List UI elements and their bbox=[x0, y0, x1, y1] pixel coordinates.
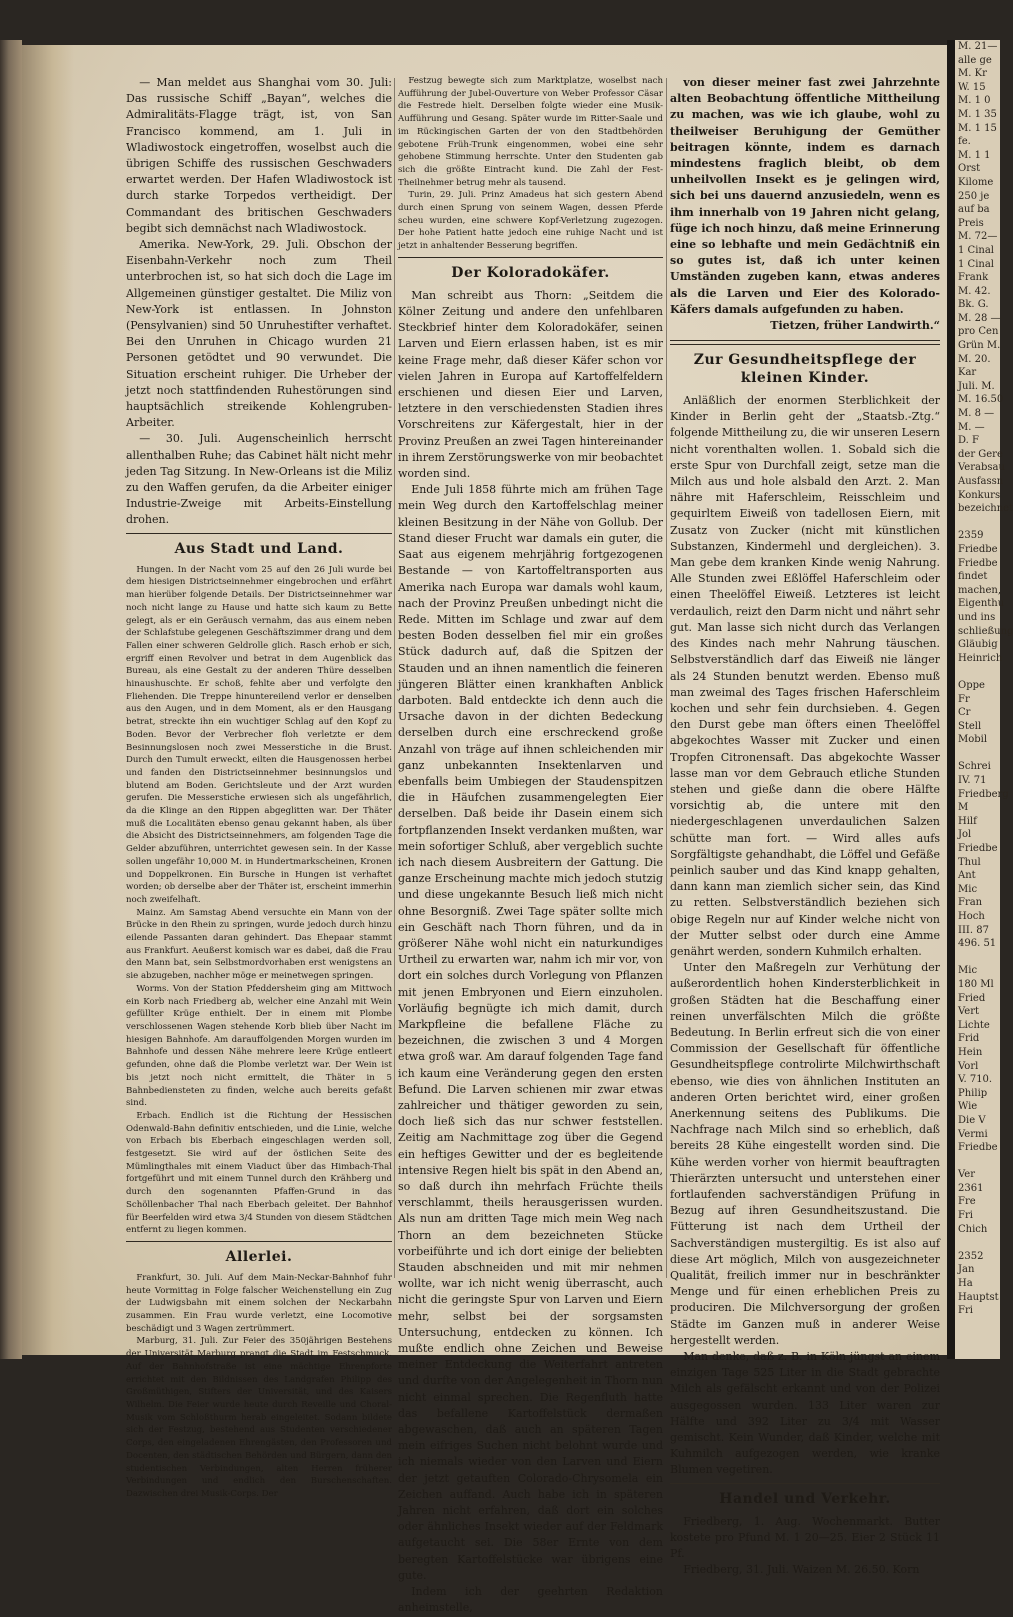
column-2 bbox=[398, 75, 663, 1617]
adjacent-page-line: Ver bbox=[958, 1169, 976, 1181]
adjacent-page-line: 1 Cinal bbox=[958, 258, 994, 270]
article-amerika: Amerika. New-York, 29. Juli. Obschon der Eisenbahn-Verkehr noch zum Theil unterbrochen ist, so hat sich doch die Lage im Allgemeinen günstiger gestaltet. Die Miliz von New-York ist entlassen. In Johnston (Pensylvanien) sind 50 Unruhestifter verhaftet. Bei den Unruhen in Chicago wurden 21 Personen getödtet und 90 verwundet. Die Situation erscheint ruhiger. Die Urheber der jetzt noch stattfindenden Ruhestörungen sind hauptsächlich streikende Kohlengruben-Arbeiter. bbox=[126, 238, 392, 430]
adjacent-page-line: Preis bbox=[958, 217, 984, 229]
adjacent-page-line: auf ba bbox=[958, 204, 990, 216]
adjacent-page-line bbox=[955, 665, 1000, 679]
adjacent-page-line: Frid bbox=[958, 1033, 980, 1045]
adjacent-page-line: Gläubig bbox=[958, 639, 998, 651]
adjacent-page-line: Mic bbox=[958, 883, 978, 895]
adjacent-page-line: M. 20. bbox=[958, 353, 991, 365]
adjacent-page-line: M. 1 1 bbox=[958, 149, 991, 161]
adjacent-page-line: Lichte bbox=[958, 1019, 990, 1031]
adjacent-page-line: IV. 71 bbox=[958, 775, 987, 787]
adjacent-page-line: bezeichnet bbox=[958, 503, 1013, 515]
adjacent-page-line: Ant bbox=[958, 870, 976, 882]
adjacent-page-line: Grün M. bbox=[958, 340, 1001, 352]
adjacent-page-line: M. 1 0 bbox=[958, 95, 991, 107]
adjacent-page-line: M. 21— bbox=[958, 41, 998, 52]
section-heading-stadt-und-land: Aus Stadt und Land. bbox=[174, 540, 344, 557]
adjacent-page-line: M. 1 35 bbox=[958, 108, 997, 120]
market-report-friedberg-1: Friedberg, 1. Aug. Wochenmarkt. Butter kostete pro Pfund M. 1 20—25. Eier 2 Stück 11 Pf. bbox=[670, 1514, 940, 1561]
adjacent-page-line: W. 15 bbox=[958, 81, 986, 93]
adjacent-page-line: machen, bbox=[958, 584, 1002, 596]
adjacent-page-line: 2361 bbox=[958, 1182, 984, 1194]
adjacent-page-fragment bbox=[955, 40, 1013, 1359]
article-frankfurt: Frankfurt, 30. Juli. Auf dem Main-Neckar-Bahnhof fuhr heute Vormittag in Folge falscher Weichenstellung ein Zug der Ludwigsbahn mit einem solchen der Neckarbahn zusammen. Ein Frau wurde verletzt, eine Locomotive beschädigt und 3 Wagen zertrümmert. bbox=[126, 1272, 392, 1334]
adjacent-page-line: M. 72— bbox=[958, 231, 998, 243]
adjacent-page-line: schließung bbox=[958, 625, 1013, 637]
adjacent-page-line: und ins bbox=[958, 611, 996, 623]
article-kaefer-para-3: Indem ich der geehrten Redaktion anheimstelle, bbox=[398, 1585, 663, 1615]
column-3 bbox=[670, 75, 940, 1578]
article-signature: Tietzen, früher Landwirth.“ bbox=[770, 319, 940, 333]
adjacent-page-line: Hein bbox=[958, 1046, 983, 1058]
adjacent-page-line: Fri bbox=[958, 1305, 973, 1317]
article-gesundheit-para-2: Unter den Maßregeln zur Verhütung der außerordentlich hohen Kindersterblichkeit in großen Städten hat die Beschaffung einer reinen unverfälschten Milch die größte Bedeutung. In Berlin erfreut sich die von einer Commission der Gesellschaft für öffentliche Gesundheitspflege controlirte Milchwirthschaft ebenso, wie dies von ähnlichen Instituten an anderen Orten berichtet wird, einer großen Anerkennung seitens des Publikums. Die Nachfrage nach Milch sind so erheblich, daß bereits 28 Kühe eingestellt worden sind. Die Kühe werden vorher von hiermit beauftragten Thierärzten untersucht und unterstehen einer fortlaufenden sachverständigen Prüfung in Bezug auf ihren Gesundheitszustand. Die Fütterung ist nach dem Urtheil der Sachverständigen mustergiltig. Es ist also auf diese Art möglich, Milch von ausgezeichneter Qualität, freilich immer nur in beschränkter Menge und für einen erheblichen Preis zu produciren. Die Milchversorgung der großen Städte im Ganzen muß in anderer Weise hergestellt werden. bbox=[670, 961, 940, 1347]
adjacent-page-line: Oppe bbox=[958, 679, 985, 691]
section-divider bbox=[398, 257, 663, 258]
adjacent-page-line: M. 16.50 bbox=[958, 394, 1004, 406]
adjacent-page-line: Stell bbox=[958, 720, 982, 732]
article-kaefer-para-2: Ende Juli 1858 führte mich am frühen Tage mein Weg durch den Kartoffelschlag meiner kleinen Besitzung in der Nähe von Gollub. Der Stand dieser Frucht war damals ein guter, die Saat aus eigenem mehrjährig fortgezogenen Bestande — von Kartoffeltransporten aus Amerika nach Europa war damals wohl kaum, nach der Provinz Preußen unbedingt nicht die Rede. Mitten im Schlage und zwar auf dem besten Boden desselben fiel mir ein großes Stück dadurch auf, daß die Spitzen der Stauden und an ihnen namentlich die feineren jüngeren Blätter einen krankhaften Anblick darboten. Bald entdeckte ich denn auch die Ursache davon in der dichten Bedeckung derselben durch eine erschreckend große Anzahl von träge auf ihnen schleichenden mir ganz unbekannten Insektenlarven und ebenfalls beim Umbiegen der Staudenspitzen die in Häufchen zusammengelegten Eier derselben. Daß beide ihr Dasein einem sich fortpflanzenden Insekt verdanken mußten, war mein sofortiger Schluß, aber vergeblich suchte ich nach diesem Ausbreitern der Gattung. Die ganze Erscheinung machte mich jedoch stutzig und diese ungekannte Besuch ließ mich nicht ohne Besorgniß. Zwei Tage später sollte mich ein Geschäft nach Thorn führen, und da in größerer Nähe wohl nicht ein naturkundiges Urtheil zu erwarten war, nahm ich mir vor, von dort ein solches durch Vorlegung von Pflanzen mit jenen Embryonen und Eiern einzuholen. Vorläufig begnügte ich mich damit, durch Markpfleine die befallene Fläche zu bezeichnen, die zwischen 3 und 4 Morgen etwa groß war. Am darauf folgenden Tage fand ich kaum eine Veränderung gegen den ersten Befund. Die Larven schienen mir zwar etwas zahlreicher und thätiger geworden zu sein, doch ließ sich das nur schwer feststellen. Zeitig am Nachmittage zog über die Gegend ein heftiges Gewitter und der es begleitende intensive Regen hielt bis spät in den Abend an, so daß durch ihn mehrfach Früchte theils verschlammt, theils herausgerissen wurden. Als nun am dritten Tage mich mein Weg nach Thorn an dem bezeichneten Stücke vorbeiführte und ich dort einige der beliebten Stauden abschneiden und mit mir nehmen wollte, war ich nicht wenig überrascht, auch nicht die geringste Spur von Larven und Eiern mehr, selbst bei der sorgsamsten Untersuchung, entdecken zu können. Ich mußte endlich ohne Zeichen und Beweise meiner Entdeckung die Weiterfahrt antreten und durfte von der Angelegenheit in Thorn nun nicht einmal sprechen. Die Regenfluth hatte das befallene Kartoffelstück dermaßen abgewaschen, daß auch an späteren Tagen mein eifriges Suchen nicht belohnt wurde und ich niemals wieder von den Larven und Eiern der jetzt getauften Colorado-Chrysomela ein Zeichen auffand. Auch habe ich in späteren Jahren nicht erfahren, daß dort ein solches oder ähnliches Insekt wieder auf der Feldmark aufgetaucht sei. Die 58er Ernte von dem beregten Kartoffelstücke war übrigens eine gute. bbox=[398, 483, 663, 1582]
adjacent-page-line: Kar bbox=[958, 367, 977, 379]
article-gesundheit-para-3: Man denke, daß z. B. in Köln jüngst an einem einzigen Tage 525 Liter in die Stadt gebrachte Milch als gefälscht erkannt und von der Polizei ausgegossen wurden. 133 Liter waren zur Hälfte und 392 Liter zu 3/4 mit Wasser gemischt. Kein Wunder, daß Kinder, welche mit Kuhmilch aufgezogen werden, wie kranke Blumen vegetiren. bbox=[670, 1350, 940, 1477]
adjacent-page-line: Cr bbox=[958, 707, 971, 719]
adjacent-page-line: M bbox=[958, 802, 969, 814]
adjacent-page-line bbox=[955, 951, 1000, 965]
adjacent-page-line: Jan bbox=[958, 1264, 975, 1276]
article-mainz: Mainz. Am Samstag Abend versuchte ein Mann von der Brücke in den Rhein zu springen, wurde jedoch durch hinzu eilende Passanten daran gehindert. Das Ehepaar stammt aus Frankfurt. Aeußerst komisch war es dabei, daß die Frau den Mann bat, sein Selbstmordvorhaben erst wenigstens an sie abzugeben, nachher möge er meinetwegen springen. bbox=[126, 907, 392, 982]
adjacent-page-line: findet bbox=[958, 571, 988, 583]
adjacent-page-line: Vert bbox=[958, 1006, 980, 1018]
adjacent-page-line: D. F bbox=[958, 435, 979, 447]
adjacent-page-line: M. Kr bbox=[958, 68, 987, 80]
adjacent-page-line: 250 je bbox=[958, 190, 990, 202]
section-heading-handel-und-verkehr: Handel und Verkehr. bbox=[719, 1490, 891, 1507]
section-heading-koloradokaefer: Der Koloradokäfer. bbox=[451, 264, 610, 281]
adjacent-page-line: 2352 bbox=[958, 1250, 984, 1262]
section-heading-allerlei: Allerlei. bbox=[225, 1248, 293, 1265]
adjacent-page-line: Bk. G. bbox=[958, 299, 989, 311]
page-gutter bbox=[947, 40, 955, 1359]
adjacent-page-line: alle ge bbox=[958, 54, 992, 66]
adjacent-page-line: Friedbe bbox=[958, 843, 998, 855]
adjacent-page-line bbox=[955, 1236, 1000, 1250]
article-shanghai: — Man meldet aus Shanghai vom 30. Juli: Das russische Schiff „Bayan“, welches die Admiralitäts-Flagge trägt, ist, von San Francisco kommend, am 1. Juli in Wladiwostock eingetroffen, woselbst auch die übrigen Schiffe des russischen Geschwaders erwartet werden. Der Hafen Wladiwostock ist durch starke Torpedos vertheidigt. Der Commandant des britischen Geschwaders begibt sich demnächst nach Wladiwostock. bbox=[126, 76, 392, 235]
book-spine bbox=[0, 40, 22, 1359]
adjacent-page-line: Schrei bbox=[958, 761, 991, 773]
article-kaefer-para-4: von dieser meiner fast zwei Jahrzehnte alten Beobachtung öffentliche Mittheilung zu machen, was wie ich glaube, wohl zu theilweiser Beruhigung der Gemüther beitragen könnte, indem es darnach mindestens fraglich bleibt, ob dem unheilvollen Insekt es je gelingen wird, sich bei uns dauernd anzusiedeln, wenn es ihm innerhalb von 19 Jahren nicht gelang, füge ich noch hinzu, daß meine Erinnerung eine so lebhafte und mein Gedächtniß ein so gutes ist, daß ich unter keinen Umständen zugeben kann, etwas anderes als die Larven und Eier des Kolorado-Käfers damals aufgefunden zu haben. bbox=[670, 76, 940, 316]
column-1 bbox=[126, 75, 392, 1501]
adjacent-page-line: Chich bbox=[958, 1223, 988, 1235]
section-divider bbox=[126, 1241, 392, 1242]
article-kaefer-para-1: Man schreibt aus Thorn: „Seitdem die Kölner Zeitung und andere den unfehlbaren Steckbrief hinter dem Koloradokäfer, seinen Larven und Eiern erlassen haben, ist es mir keine Frage mehr, daß dieser Käfer schon vor vielen Jahren in Europa auf Kartoffelfeldern erschienen und diesen Eier und Larven, letztere in den verschiedensten Stadien ihres Vorschreitens zur Käfergestalt, hier in der Provinz Preußen an zwei Tagen hintereinander in ihrem Zerstörungswerke von mir beobachtet worden sind. bbox=[398, 288, 663, 481]
market-report-friedberg-2: Friedberg, 31. Juli. Waizen M. 26.50. Korn bbox=[683, 1563, 920, 1577]
adjacent-page-line: M. — bbox=[958, 421, 985, 433]
adjacent-page-line: Fr bbox=[958, 693, 970, 705]
adjacent-page-line: Hoch bbox=[958, 911, 985, 922]
adjacent-page-line bbox=[955, 516, 1000, 530]
adjacent-page-line: Kilome bbox=[958, 176, 994, 188]
adjacent-page-line: Friedbe bbox=[958, 543, 998, 555]
article-hungen: Hungen. In der Nacht vom 25 auf den 26 Juli wurde bei dem hiesigen Districtseinnehmer eingebrochen und erfährt man hierüber folgende Details. Der Districtseinnehmer war noch nicht lange zu Hause und hatte sich kaum zu Bette gelegt, als er ein Geräusch vernahm, das aus einem neben der Schlafstube gelegenen Geschäftszimmer drang und dem Fallen einer schweren Geldrolle glich. Rasch erhob er sich, ergriff einen Revolver und betrat in dem Augenblick das Bureau, als eine Gestalt zu der anderen Thüre desselben hinaushuschte. Er schoß, fehlte aber und verfolgte den Fliehenden. Die Treppe hinuntereilend verlor er denselben aus den Augen, und in dem Moment, als er den Hausgang betrat, streckte ihn ein wuchtiger Schlag auf den Kopf zu Boden. Bevor der Verbrecher floh verletzte er dem Besinnungslosen noch zwei Messerstiche in die Brust. Durch den Tumult erweckt, eilten die Hausgenossen herbei und fanden den Districtseinnehmer besinnungslos und blutend am Boden. Gerichtsleute und der Arzt wurden gerufen. Die Messerstiche erwiesen sich als ungefährlich, da die Klinge an den Rippen abgeglitten war. Der Thäter muß die Localitäten ebenso genau gekannt haben, als über die Absicht des Districtseinnehmers, am folgenden Tage die Gelder abzuführen, unterrichtet gewesen sein. In der Kasse sollen ungefähr 10,000 M. in Hundertmarkscheinen, Kronen und Doppelkronen. Ein Bursche in Hungen ist verhaftet worden; ob derselbe aber der Thäter ist, erscheint immerhin noch zweifelhaft. bbox=[126, 564, 392, 905]
adjacent-page-line: M. 1 15 bbox=[958, 122, 997, 134]
page-binding-edge bbox=[22, 45, 74, 1355]
section-divider bbox=[126, 533, 392, 534]
adjacent-page-line: M. 8 — bbox=[958, 408, 995, 420]
adjacent-page-line: pro Cen bbox=[958, 326, 999, 338]
adjacent-page-line: 2359 bbox=[958, 530, 984, 542]
adjacent-page-line: Fran bbox=[958, 897, 983, 909]
adjacent-page-line: Verabsau bbox=[958, 462, 1005, 474]
adjacent-page-line: Hilf bbox=[958, 815, 977, 827]
adjacent-page-line: 1 Cinal bbox=[958, 244, 994, 256]
adjacent-page-line: V. 710. bbox=[958, 1074, 993, 1086]
adjacent-page-line: Eigenthu bbox=[958, 598, 1005, 610]
adjacent-page-line bbox=[955, 1155, 1000, 1169]
adjacent-page-line: 180 Ml bbox=[958, 978, 994, 990]
column-rule-2 bbox=[666, 78, 667, 1278]
adjacent-page-line: Fri bbox=[958, 1210, 973, 1222]
adjacent-page-line: III. 87 bbox=[958, 924, 989, 936]
article-gesundheit-para-1: Anläßlich der enormen Sterblichkeit der Kinder in Berlin geht der „Staatsb.-Ztg.“ folgende Mittheilung zu, die wir unseren Lesern nicht vorenthalten wollen. 1. Sobald sich die erste Spur von Durchfall zeigt, setze man die Milch aus und hole alsbald den Arzt. 2. Man nähre mit Haferschleim, Reisschleim und gequirltem Eiweiß von tadellosen Eiern, mit Zusatz von Zucker (nicht mit künstlichen Substanzen, Kindermehl und dergleichen). 3. Man gebe dem kranken Kinde wenig Nahrung. Alle Stunden zwei Eßlöffel Haferschleim oder einen Theelöffel Eiweiß. Letzteres ist leicht verdaulich, reizt den Darm nicht und nährt sehr gut. Man lasse sich nicht durch das Verlangen des Kindes nach mehr Nahrung täuschen. Selbstverständlich darf das Eiweiß nie länger als 24 Stunden benutzt werden. Ebenso muß man zweimal des Tages frischen Haferschleim kochen und sehr fein durchsieben. 4. Gegen den Durst gebe man öfters einen Theelöffel abgekochtes Wasser mit Zucker und einen Tropfen Citronensaft. Das abgekochte Wasser lasse man vor dem Gebrauch etliche Stunden stehen und gieße dann die obere Hälfte vorsichtig ab, die untere mit den niedergeschlagenen unverdaulichen Salzen schütte man fort. — Wird alles aufs Sorgfältigste gehandhabt, die Löffel und Gefäße peinlich sauber und das Kind knapp gehalten, dann kann man ziemlich sicher sein, das Kind zu retten. Selbstverständlich beziehen sich obige Regeln nur auf Kinder welche nicht von der Mutter selbst oder durch eine Amme genährt werden, sondern Kuhmilch erhalten. bbox=[670, 394, 940, 958]
adjacent-page-line: Frank bbox=[958, 272, 989, 284]
adjacent-page-line: Wie bbox=[958, 1101, 978, 1113]
adjacent-page-line: Ha bbox=[958, 1278, 973, 1290]
adjacent-page-line: M. 42. bbox=[958, 285, 991, 297]
adjacent-page-line: Fre bbox=[958, 1196, 976, 1208]
adjacent-page-line: Mic bbox=[958, 965, 978, 977]
adjacent-page-line: 496. 51 bbox=[958, 938, 997, 950]
adjacent-page-line: Jol bbox=[958, 829, 972, 841]
article-turin: Turin, 29. Juli. Prinz Amadeus hat sich gestern Abend durch einen Sprung von seinem Wagen, dessen Pferde scheu wurden, eine schwere Kopf-Verletzung zugezogen. Der hohe Patient hatte jedoch eine ruhige Nacht und ist jetzt in anhaltender Besserung begriffen. bbox=[398, 190, 663, 252]
adjacent-page-line bbox=[955, 747, 1000, 761]
adjacent-page-line: Ausfassn bbox=[958, 476, 1004, 487]
article-amerika-30juli: — 30. Juli. Augenscheinlich herrscht allenthalben Ruhe; das Cabinet hält nicht mehr jeden Tag Sitzung. In New-Orleans ist die Miliz zu den Waffen gerufen, da die Arbeiter einiger Industrie-Zweige mit Arbeits-Einstellung drohen. bbox=[126, 432, 392, 527]
section-divider bbox=[670, 1483, 940, 1484]
adjacent-page-line: Friedbe bbox=[958, 1142, 998, 1154]
adjacent-page-line: Fried bbox=[958, 992, 986, 1004]
adjacent-page-line: Thul bbox=[958, 856, 981, 868]
article-marburg: Marburg, 31. Juli. Zur Feier des 350jährigen Bestehens der Universität Marburg prangt die Stadt im Festschmuck. Auf der Bahnhofstraße ist eine mächtige Ehrenpforte errichtet mit den Bildnissen des Landgrafen Philipp des Großmüthigen, Stifters der Universität, und des Kaisers Wilhelm. Die Feier wurde heute durch Reveille und Choral-Musik vom Schloßthurm herab eingeleitet. Sodann bildete sich der Festzug, bestehend aus Studenten verschiedener Corps, den eingeladenen Ehrengästen, den Professoren und Docenten, den städtischen Behörden und Bürgern, dann den studentischen Verbindungen, alten Herren früherer Verbindungen und endlich den Burschenschaften. Dazwischen drei Musik-Corps. Der bbox=[126, 1336, 392, 1499]
adjacent-page-line: Vermi bbox=[958, 1128, 988, 1140]
adjacent-page-line: Heinrich bbox=[958, 652, 1003, 664]
article-erbach: Erbach. Endlich ist die Richtung der Hessischen Odenwald-Bahn definitiv entschieden, und die Linie, welche von Erbach bis Eberbach eingeschlagen werden soll, festgesetzt. Sie wird auf der östlichen Seite des Mümlingthales mit einem Viaduct über das Himbach-Thal fortgeführt und mit einem Tunnel durch den Krähberg und durch den sogenannten Pfaffen-Grund in das Schöllenbacher Thal nach Eberbach geleitet. Der Bahnhof für Beerfelden wird etwa 3/4 Stunden von diesem Städtchen entfernt zu liegen kommen. bbox=[126, 1110, 392, 1236]
adjacent-page-line: Juli. M. bbox=[958, 380, 995, 392]
adjacent-page-line: Friedbe bbox=[958, 557, 998, 569]
adjacent-page-line: Die V bbox=[958, 1114, 986, 1126]
adjacent-page-line: Konkurs bbox=[958, 489, 1001, 501]
adjacent-page-line: fe. bbox=[958, 136, 971, 148]
article-marburg-continued: Festzug bewegte sich zum Marktplatze, woselbst nach Aufführung der Jubel-Ouverture von Weber Professor Cäsar die Festrede hielt. Derselben folgte wieder eine Musik-Aufführung und Gesang. Später wurde im Ritter-Saale und im Rückingischen Garten der von den Stadtbehörden gebotene Früh-Trunk eingenommen, wobei eine sehr gehobene Stimmung herrschte. Unter den Studenten gab sich die größte Eintracht kund. Die Zahl der Fest-Theilnehmer betrug mehr als tausend. bbox=[398, 76, 663, 188]
adjacent-page-line: Philip bbox=[958, 1087, 988, 1099]
adjacent-page-line: der Gere bbox=[958, 448, 1003, 460]
adjacent-page-line: M. 28 — bbox=[958, 312, 1001, 324]
adjacent-page-line: Hauptst bbox=[958, 1291, 999, 1303]
adjacent-page-line: Vorl bbox=[958, 1060, 979, 1072]
adjacent-page-line: Friedberg bbox=[958, 788, 1009, 800]
section-heading-gesundheitspflege: Zur Gesundheitspflege der kleinen Kinder. bbox=[693, 352, 917, 387]
adjacent-page-line: Mobil bbox=[958, 734, 988, 746]
section-divider bbox=[670, 340, 940, 345]
article-worms: Worms. Von der Station Pfeddersheim ging am Mittwoch ein Korb nach Friedberg ab, welcher eine Anzahl mit Wein gefüllter Krüge enthielt. Der in einem mit Plombe verschlossenen Wagen stehende Korb blieb über Nacht im hiesigen Bahnhofe. Am darauffolgenden Morgen wurden im Bahnhofe und dessen Nähe mehrere leere Krüge entleert gefunden, ohne daß die Plombe verletzt war. Der Wein ist bis jetzt noch nicht ermittelt, die Thäter in 5 Bahnbediensteten zu finden, welche auch bereits gefaßt sind. bbox=[126, 983, 392, 1109]
column-rule-1 bbox=[394, 78, 395, 1278]
adjacent-page-line: Orst bbox=[958, 163, 981, 175]
